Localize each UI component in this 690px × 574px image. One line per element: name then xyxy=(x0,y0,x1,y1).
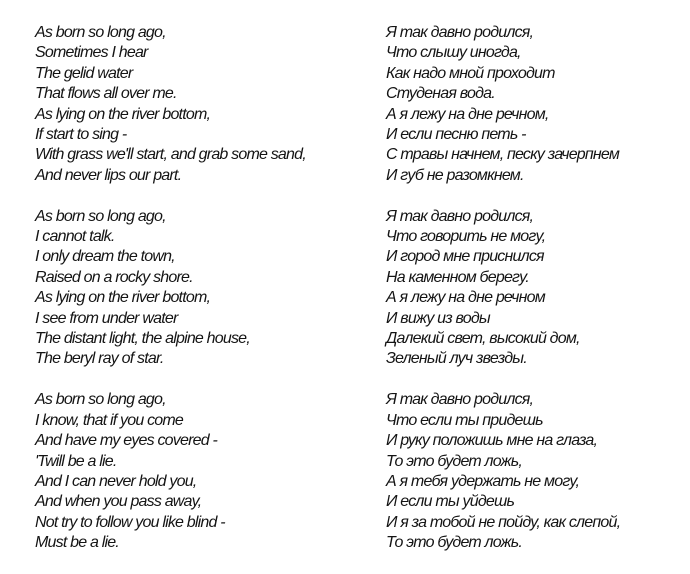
russian-stanza-3 xyxy=(386,390,620,553)
poem-line: Как надо мной проходит xyxy=(386,64,555,82)
poem-line: Что если ты придешь xyxy=(386,411,543,429)
poem-line: И если ты уйдешь xyxy=(386,493,515,511)
poem-line: And have my eyes covered - xyxy=(35,432,217,450)
poem-line: And I can never hold you, xyxy=(35,472,197,490)
poem-line: I see from under water xyxy=(35,309,178,327)
poem-line: The beryl ray of star. xyxy=(35,350,164,368)
russian-stanza-1 xyxy=(386,23,620,186)
russian-stanza-2 xyxy=(386,207,620,370)
poem-line: With grass we'll start, and grab some sand, xyxy=(35,146,306,164)
poem-line: Я так давно родился, xyxy=(386,24,534,41)
poem-line: Далекий свет, высокий дом, xyxy=(386,330,580,348)
poem-line: И я за тобой не пойду, как слепой, xyxy=(386,513,621,531)
poem-line: As lying on the river bottom, xyxy=(35,289,211,307)
poem-line: Что говорить не могу, xyxy=(386,228,546,246)
poem-line: As lying on the river bottom, xyxy=(35,105,211,123)
poem-line: I know, that if you come xyxy=(35,411,183,429)
poem-line: And never lips our part. xyxy=(35,166,182,184)
poem-line: А я лежу на дне речном xyxy=(386,289,545,307)
english-translation-column xyxy=(35,23,306,554)
poem-line: С травы начнем, песку зачерпнем xyxy=(386,146,619,164)
poem-line: Зеленый луч звезды. xyxy=(386,350,527,368)
poem-line: The gelid water xyxy=(35,64,133,82)
poem-line: Что слышу иногда, xyxy=(386,44,521,62)
poem-line: Я так давно родился, xyxy=(386,207,534,225)
poem-line: As born so long ago, xyxy=(35,207,166,225)
poem-line: I only dream the town, xyxy=(35,248,175,266)
poem-line: И если песню петь - xyxy=(386,126,526,144)
english-stanza-2 xyxy=(35,207,306,370)
russian-original-column xyxy=(386,23,620,554)
poem-line: The distant light, the alpine house, xyxy=(35,330,250,348)
poem-line: И руку положишь мне на глаза, xyxy=(386,432,598,450)
poem-line: Must be a lie. xyxy=(35,534,119,552)
poem-line: If start to sing - xyxy=(35,126,127,144)
poem-line: I cannot talk. xyxy=(35,228,115,246)
poem-line: То это будет ложь, xyxy=(386,452,522,470)
poem-line: As born so long ago, xyxy=(35,24,166,41)
english-stanza-1 xyxy=(35,23,306,186)
english-stanza-3 xyxy=(35,390,306,553)
poem-line: А я тебя удержать не могу, xyxy=(386,472,580,490)
poem-line: That flows all over me. xyxy=(35,85,177,103)
poem-line: А я лежу на дне речном, xyxy=(386,105,549,123)
poem-line: Sometimes I hear xyxy=(35,44,148,62)
poem-line: То это будет ложь. xyxy=(386,534,522,552)
poem-line: As born so long ago, xyxy=(35,391,166,409)
poem-line: Студеная вода. xyxy=(386,85,495,103)
poem-line: На каменном берегу. xyxy=(386,268,529,286)
poem-line: И вижу из воды xyxy=(386,309,490,327)
poem-line: И город мне приснился xyxy=(386,248,544,266)
poem-line: And when you pass away, xyxy=(35,493,202,511)
poem-line: И губ не разомкнем. xyxy=(386,166,524,184)
poem-line: 'Twill be a lie. xyxy=(35,452,117,470)
poem-line: Я так давно родился, xyxy=(386,391,534,409)
poem-line: Not try to follow you like blind - xyxy=(35,513,225,531)
poem-line: Raised on a rocky shore. xyxy=(35,268,193,286)
